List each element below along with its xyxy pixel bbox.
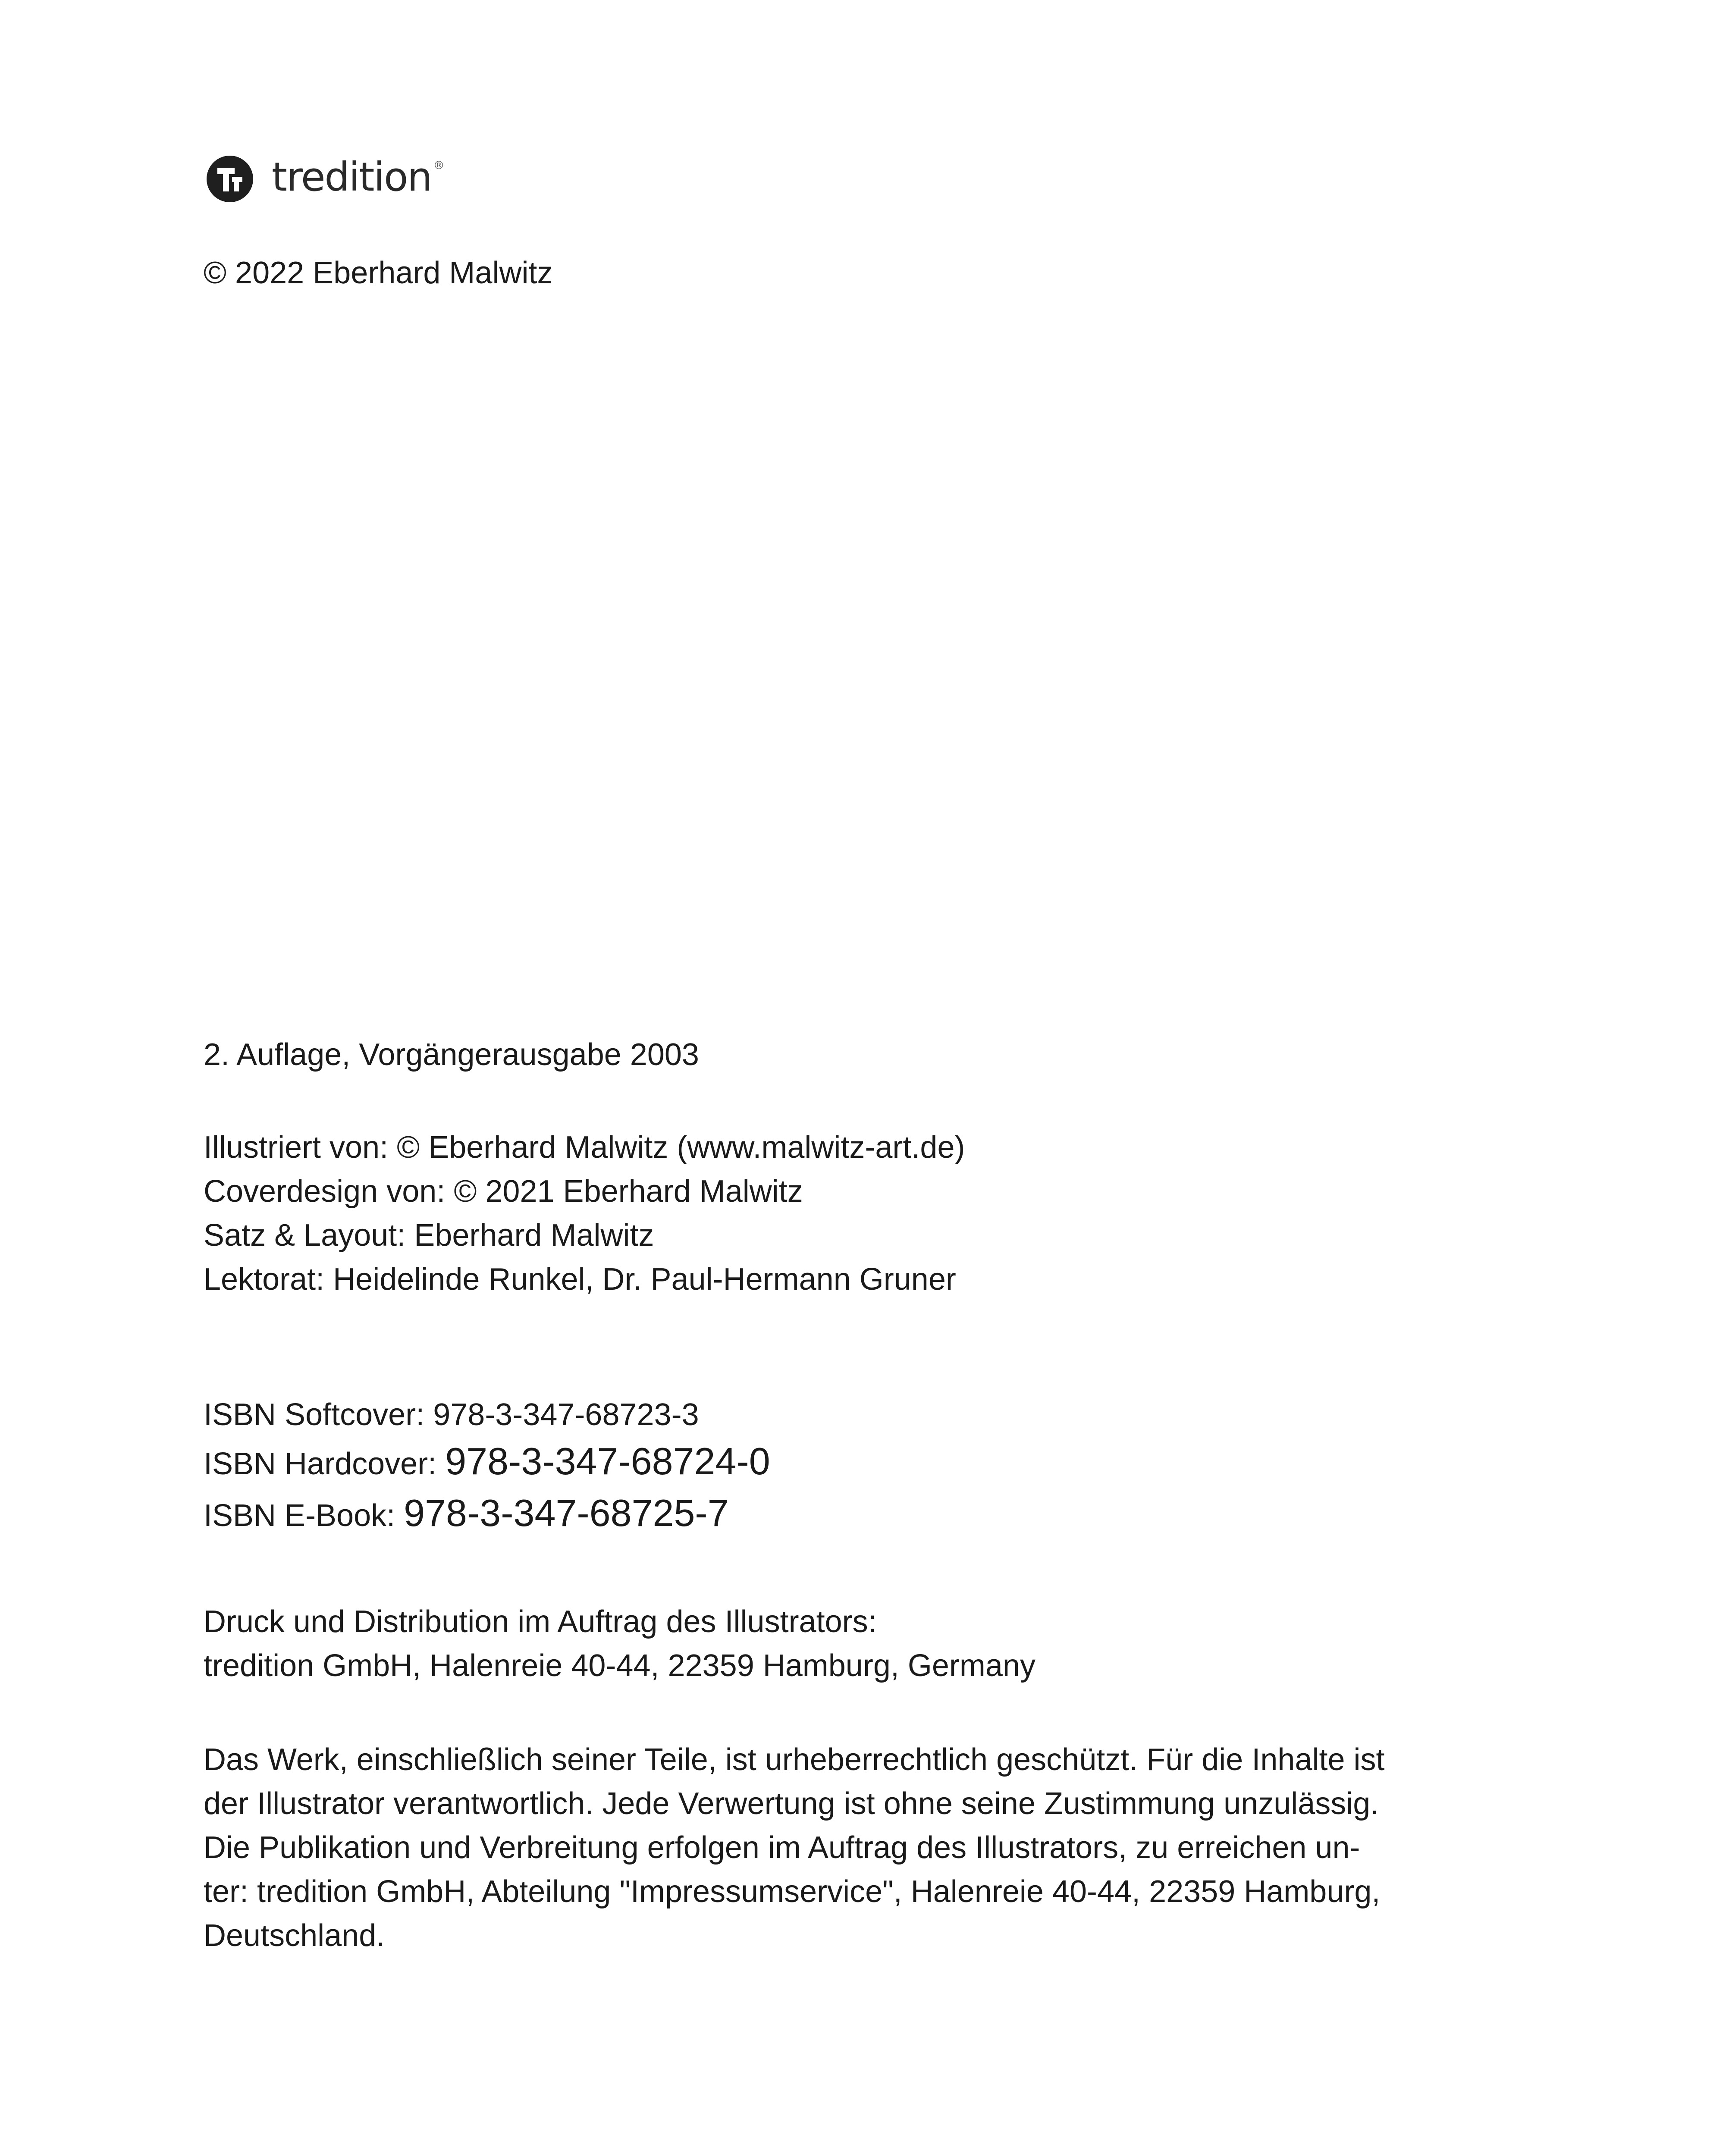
tredition-logo-icon: [206, 155, 254, 203]
credit-layout: Satz & Layout: Eberhard Malwitz: [204, 1218, 654, 1253]
credit-illustrated: Illustriert von: © Eberhard Malwitz (www.malwitz-art.de): [204, 1130, 965, 1165]
isbn-hardcover-value: 978-3-347-68724-0: [445, 1440, 770, 1482]
credits-block: [204, 1125, 1497, 1301]
isbn-hardcover-label: ISBN Hardcover:: [204, 1447, 446, 1481]
legal-notice: [204, 1738, 1497, 1958]
print-block: [204, 1600, 1497, 1688]
copyright-line: © 2022 Eberhard Malwitz: [204, 256, 553, 290]
print-line-1: Druck und Distribution im Auftrag des Illustrators:: [204, 1604, 877, 1639]
credit-cover: Coverdesign von: © 2021 Eberhard Malwitz: [204, 1174, 803, 1209]
print-line-2: tredition GmbH, Halenreie 40-44, 22359 Hamburg, Germany: [204, 1648, 1035, 1683]
edition-line: 2. Auflage, Vorgängerausgabe 2003: [204, 1037, 699, 1072]
legal-line-3: Die Publikation und Verbreitung erfolgen im Auftrag des Illustrators, zu erreichen un-: [204, 1830, 1360, 1865]
isbn-hardcover: [204, 1442, 770, 1480]
isbn-ebook-value: 978-3-347-68725-7: [404, 1492, 729, 1534]
legal-line-1: Das Werk, einschließlich seiner Teile, ist urheberrechtlich geschützt. Für die Inhalte ist: [204, 1742, 1385, 1777]
publisher-logo: [206, 153, 444, 205]
registered-mark: ®: [433, 159, 444, 172]
legal-line-5: Deutschland.: [204, 1918, 385, 1953]
isbn-ebook: [204, 1494, 729, 1532]
legal-line-4: ter: tredition GmbH, Abteilung "Impressumservice", Halenreie 40-44, 22359 Hamburg,: [204, 1874, 1381, 1909]
isbn-softcover: ISBN Softcover: 978-3-347-68723-3: [204, 1398, 699, 1432]
credit-editing: Lektorat: Heidelinde Runkel, Dr. Paul-Hermann Gruner: [204, 1262, 956, 1297]
publisher-wordmark: tredition ®: [272, 154, 444, 200]
isbn-ebook-label: ISBN E-Book:: [204, 1498, 404, 1533]
legal-line-2: der Illustrator verantwortlich. Jede Verwertung ist ohne seine Zustimmung unzulässig.: [204, 1786, 1379, 1821]
